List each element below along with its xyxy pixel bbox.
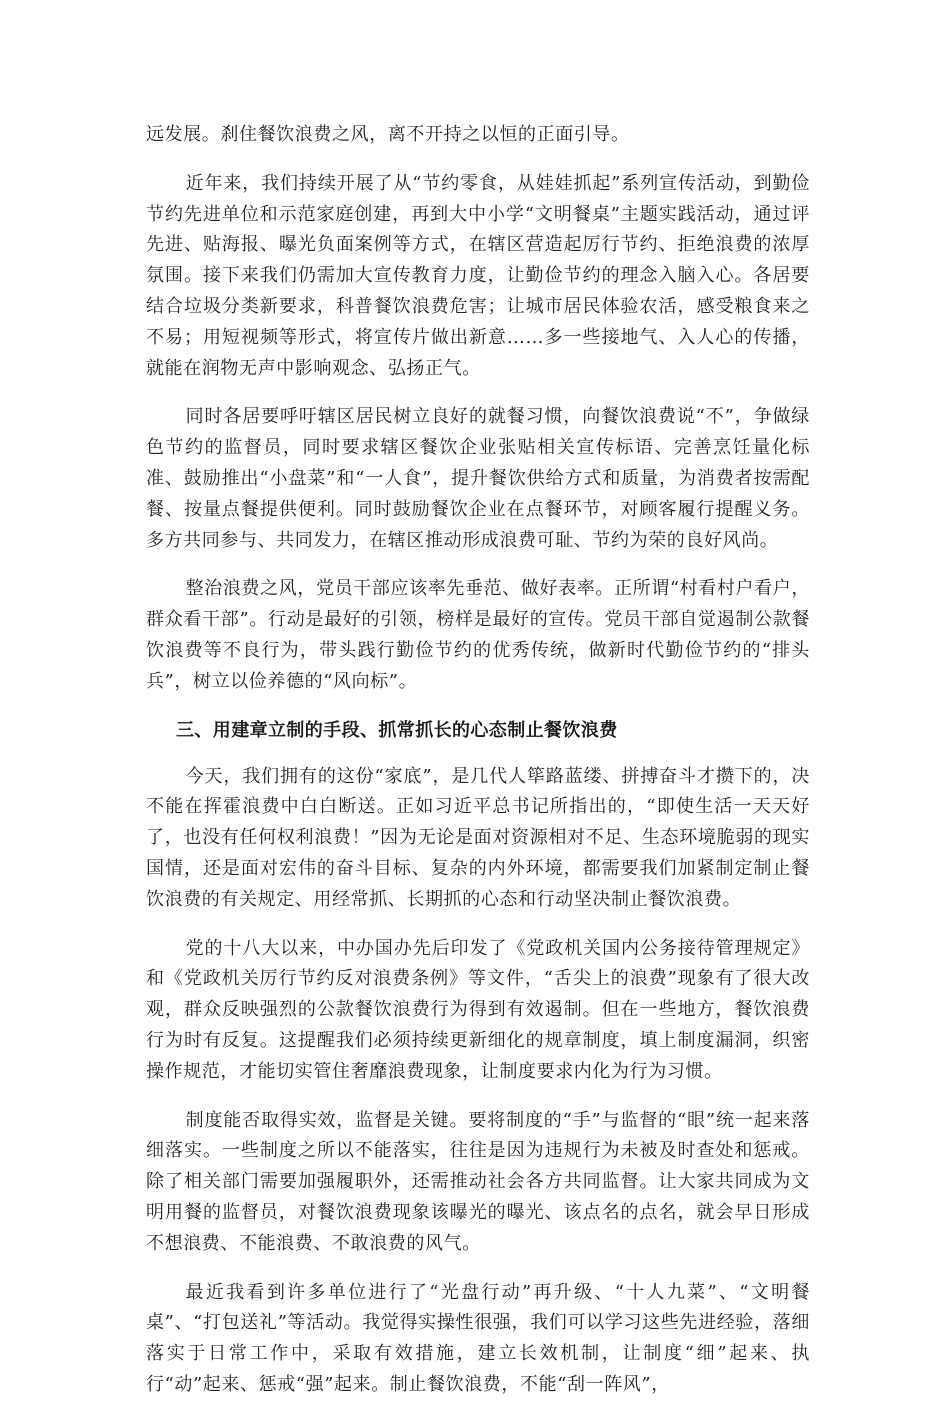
paragraph-family-assets: 今天，我们拥有的这份“家底”，是几代人筚路蓝缕、拼搏奋斗才攒下的，决不能在挥霍浪费中白白断送。正如习近平总书记所指出的，“即使生活一天天好了，也没有任何权利浪费！”因为无论是面对资源相对不足、生态环境脆弱的现实国情，还是面对宏伟的奋斗目标、复杂的内外环境，都需要我们加紧制定制止餐饮浪费的有关规定、用经常抓、长期抓的心态和行动坚决制止餐饮浪费。	[146, 765, 810, 910]
paragraph-cadre-example: 整治浪费之风，党员干部应该率先垂范、做好表率。正所谓“村看村户看户，群众看干部”。行动是最好的引领，榜样是最好的宣传。党员干部自觉遏制公款餐饮浪费等不良行为，带头践行勤俭节约的优秀传统，做新时代勤俭节约的“排头兵”，树立以俭养德的“风向标”。	[146, 578, 810, 692]
section-heading: 三、用建章立制的手段、抓常抓长的心态制止餐饮浪费	[176, 719, 618, 741]
document-body	[146, 120, 810, 1419]
paragraph-continuation: 远发展。刹住餐饮浪费之风，离不开持之以恒的正面引导。	[146, 124, 630, 145]
paragraph-regulations: 党的十八大以来，中办国办先后印发了《党政机关国内公务接待管理规定》和《党政机关厉行节约反对浪费条例》等文件，“舌尖上的浪费”现象有了很大改观，群众反映强烈的公款餐饮浪费行为得到有效遏制。但在一些地方，餐饮浪费行为时有反复。这提醒我们必须持续更新细化的规章制度，填上制度漏洞，织密操作规范，才能切实管住奢靡浪费现象，让制度要求内化为行为习惯。	[146, 937, 810, 1082]
paragraph-supervision: 制度能否取得实效，监督是关键。要将制度的“手”与监督的“眼”统一起来落细落实。一些制度之所以不能落实，往往是因为违规行为未被及时查处和惩戒。除了相关部门需要加强履职外，还需推动社会各方共同监督。让大家共同成为文明用餐的监督员，对餐饮浪费现象该曝光的曝光、该点名的点名，就会早日形成不想浪费、不能浪费、不敢浪费的风气。	[146, 1109, 810, 1254]
paragraph-dining-habits: 同时各居要呼吁辖区居民树立良好的就餐习惯，向餐饮浪费说“不”，争做绿色节约的监督员，同时要求辖区餐饮企业张贴相关宣传标语、完善烹饪量化标准、鼓励推出“小盘菜”和“一人食”，提升餐饮供给方式和质量，为消费者按需配餐、按量点餐提供便利。同时鼓励餐饮企业在点餐环节，对顾客履行提醒义务。多方共同参与、共同发力，在辖区推动形成浪费可耻、节约为荣的良好风尚。	[146, 406, 810, 551]
paragraph-clean-plate: 最近我看到许多单位进行了“光盘行动”再升级、“十人九菜”、“文明餐桌”、“打包送礼”等活动。我觉得实操性很强，我们可以学习这些先进经验，落细落实于日常工作中，采取有效措施，建立长效机制，让制度“细”起来、执行“动”起来、惩戒“强”起来。制止餐饮浪费，不能“刮一阵风”，	[146, 1281, 810, 1395]
paragraph-publicity-activities: 近年来，我们持续开展了从“节约零食，从娃娃抓起”系列宣传活动，到勤俭节约先进单位和示范家庭创建，再到大中小学“文明餐桌”主题实践活动，通过评先进、贴海报、曝光负面案例等方式，在辖区营造起厉行节约、拒绝浪费的浓厚氛围。接下来我们仍需加大宣传教育力度，让勤俭节约的理念入脑入心。各居要结合垃圾分类新要求，科普餐饮浪费危害；让城市居民体验农活，感受粮食来之不易；用短视频等形式，将宣传片做出新意……多一些接地气、入人心的传播，就能在润物无声中影响观念、弘扬正气。	[146, 172, 810, 379]
